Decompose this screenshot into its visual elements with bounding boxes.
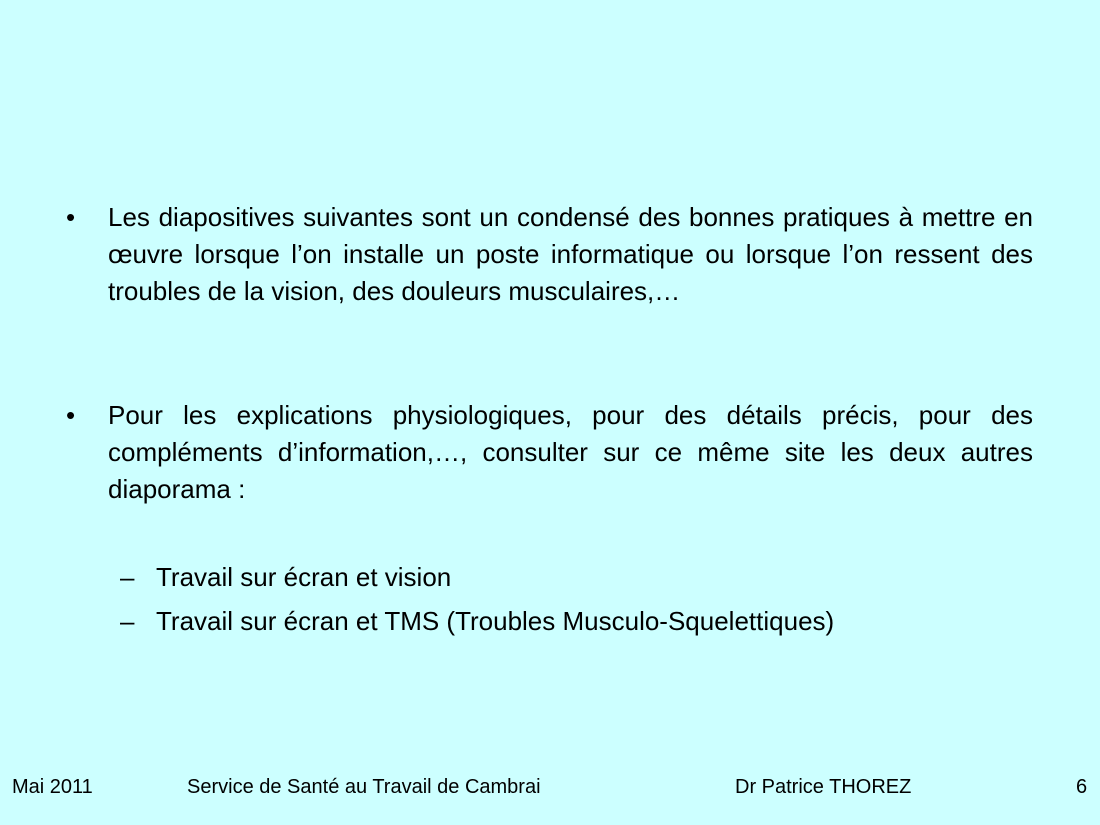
bullet-text: Pour les explications physiologiques, pour des détails précis, pour des compléments d’information,…, consulter sur ce même site les deux autres diaporama : (108, 400, 1033, 504)
sub-item-marker: – (120, 562, 135, 592)
bullet-marker: • (66, 400, 76, 430)
sub-item-text: Travail sur écran et vision (156, 562, 452, 592)
footer-page-number: 6 (1076, 776, 1088, 798)
footer-date: Mai 2011 (12, 776, 93, 798)
sub-item (0, 601, 1100, 641)
sub-item (0, 557, 1100, 597)
footer-author: Dr Patrice THOREZ (735, 776, 912, 798)
bullet-marker: • (66, 202, 76, 232)
bullet-text: Les diapositives suivantes sont un condensé des bonnes pratiques à mettre en œuvre lorsque l’on installe un poste informatique ou lorsque l’on ressent des troubles de la vision, des douleurs musculaires,… (108, 202, 1033, 306)
sub-item-marker: – (120, 606, 135, 636)
sub-item-text: Travail sur écran et TMS (Troubles Musculo-Squelettiques) (156, 606, 835, 636)
footer-organization: Service de Santé au Travail de Cambrai (187, 776, 541, 798)
